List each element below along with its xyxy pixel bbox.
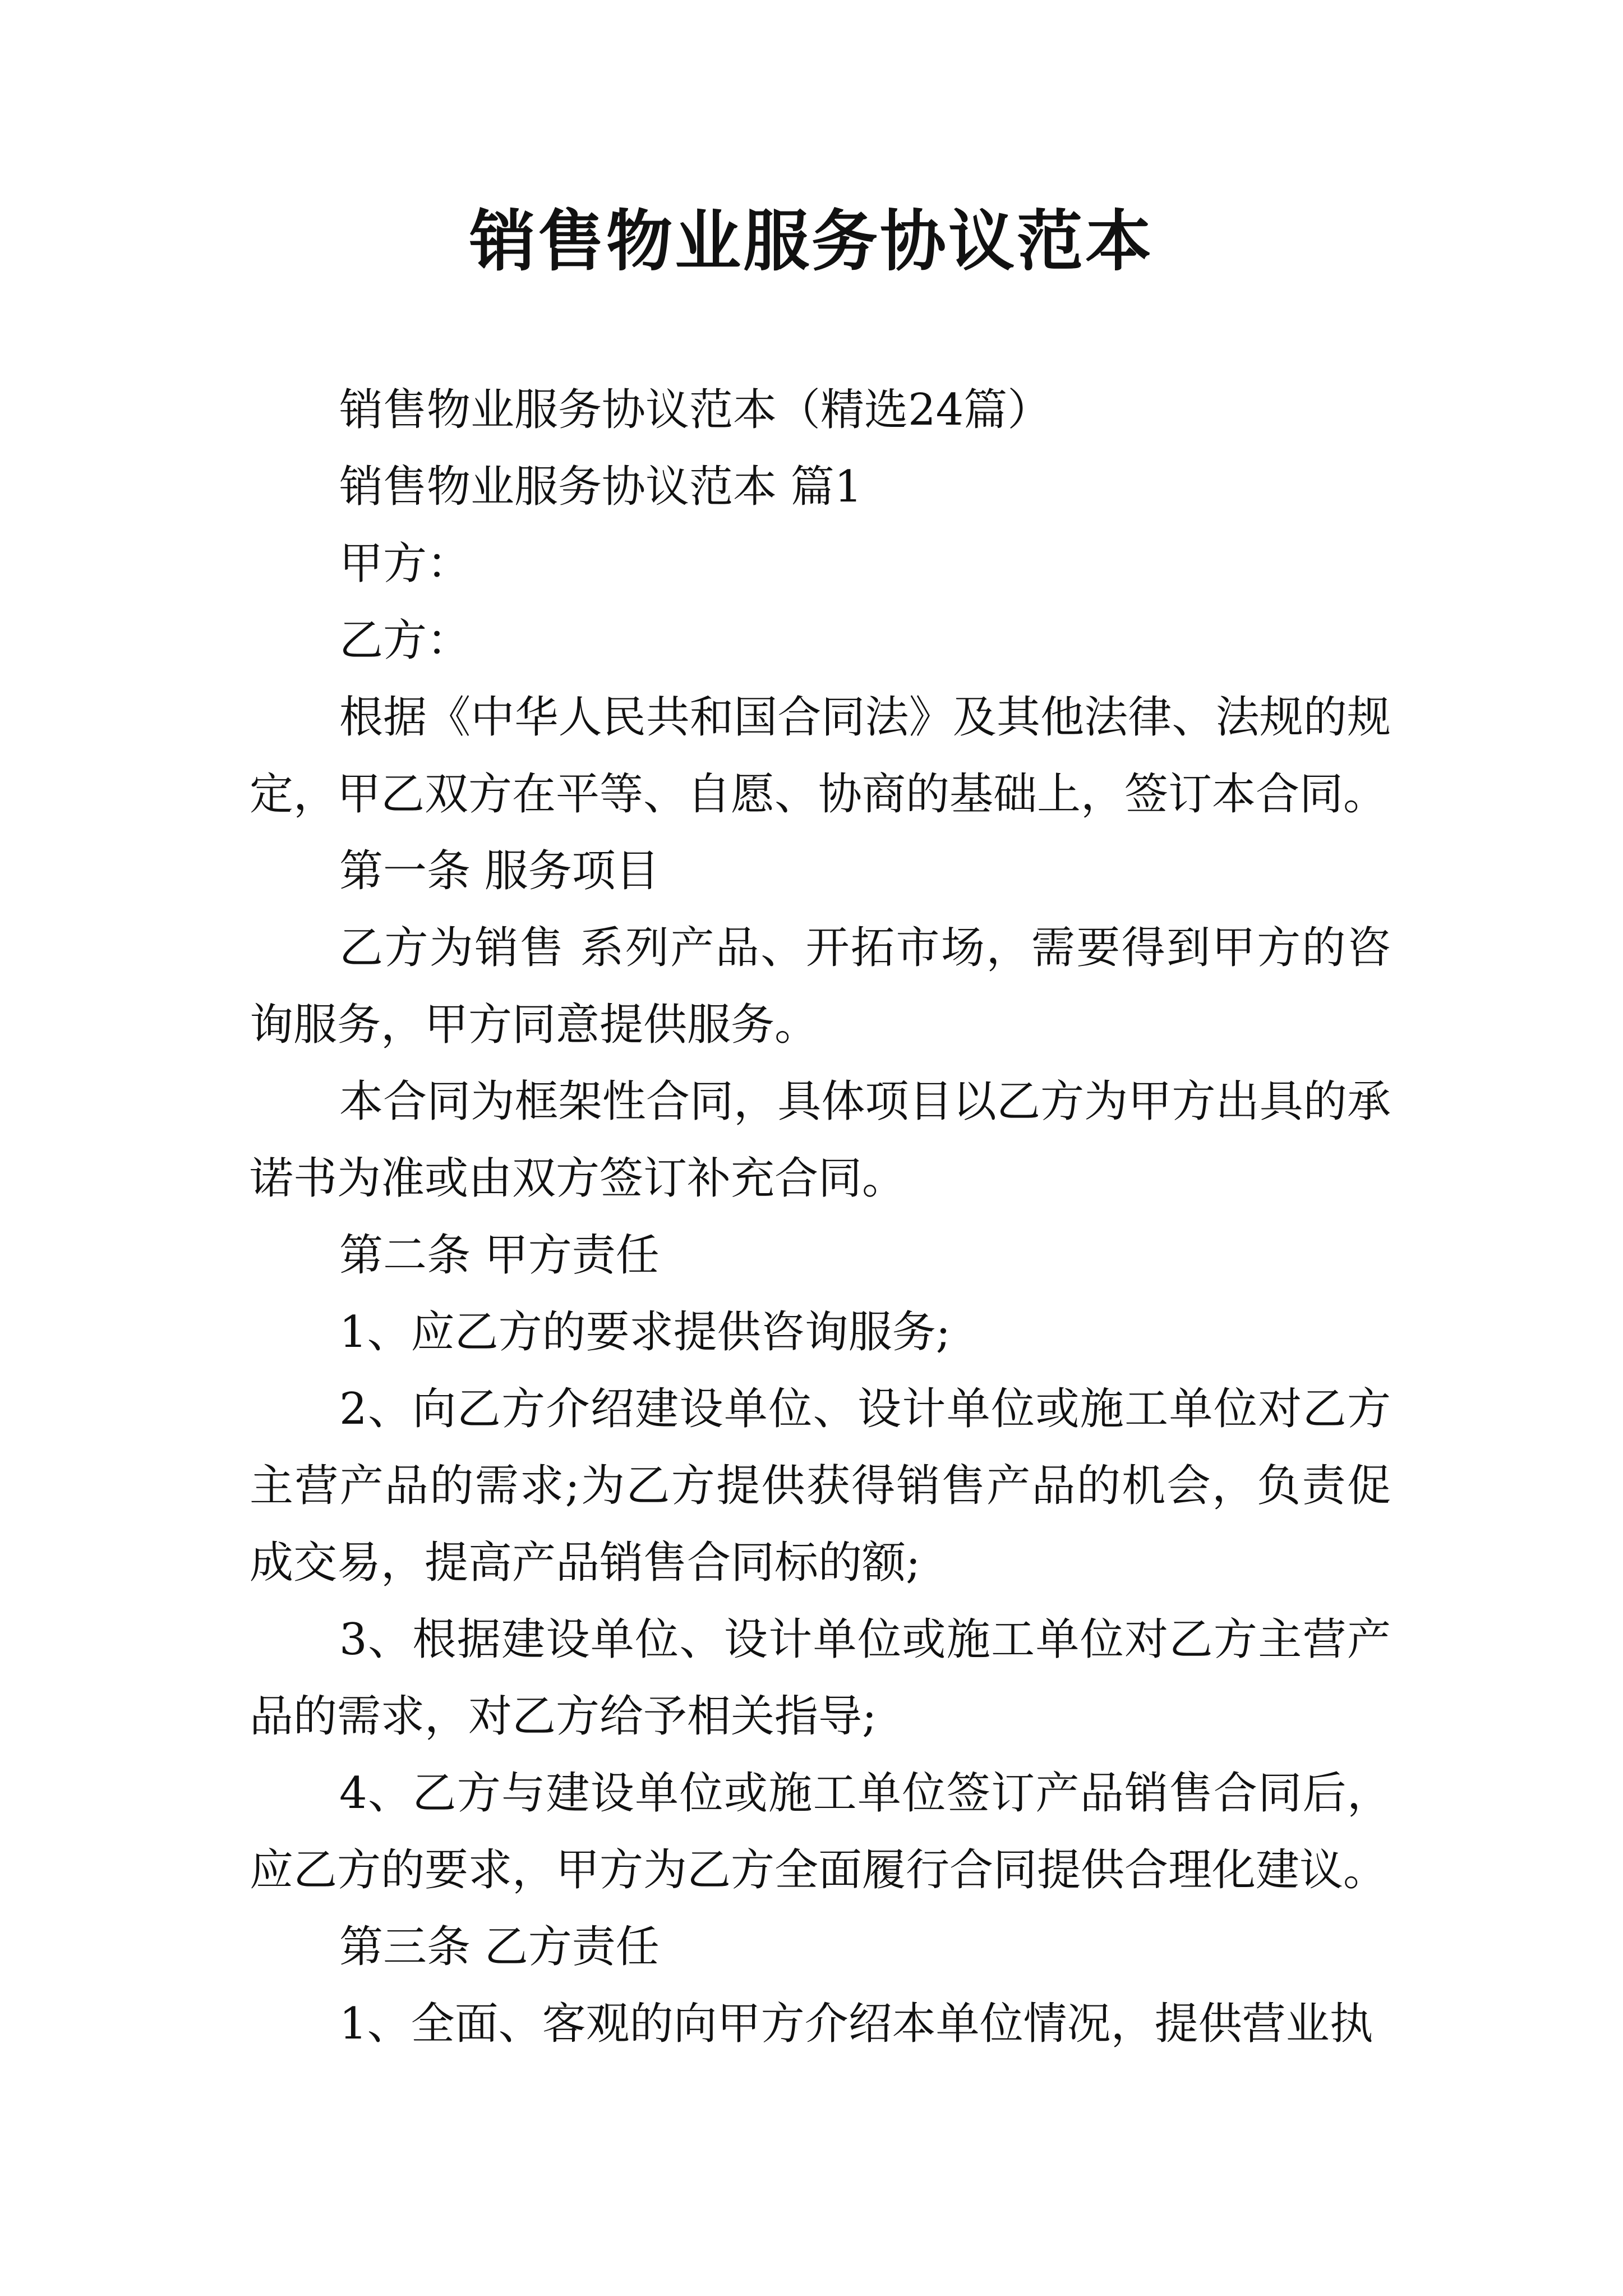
paragraph-article-3-heading: 第三条 乙方责任 (339, 1922, 660, 1972)
document-title: 销售物业服务协议范本 (469, 203, 1154, 280)
paragraph-section-heading: 销售物业服务协议范本 篇1 (339, 462, 863, 512)
paragraph-party-a-duty-3: 3、根据建设单位、设计单位或施工单位对乙方主营产品的需求，对乙方给予相关指导; (250, 1614, 1391, 1742)
paragraph-party-a-duty-4: 4、乙方与建设单位或施工单位签订产品销售合同后，应乙方的要求，甲方为乙方全面履行合同提供合理化建议。 (250, 1768, 1391, 1895)
paragraph-service-scope: 乙方为销售 系列产品、开拓市场，需要得到甲方的咨询服务，甲方同意提供服务。 (250, 923, 1391, 1050)
paragraph-legal-basis: 根据《中华人民共和国合同法》及其他法律、法规的规定，甲乙双方在平等、自愿、协商的基础上，签订本合同。 (250, 692, 1391, 820)
paragraph-framework-contract: 本合同为框架性合同，具体项目以乙方为甲方出具的承诺书为准或由双方签订补充合同。 (250, 1076, 1391, 1204)
paragraph-party-b-duty-1: 1、全面、客观的向甲方介绍本单位情况，提供营业执 (339, 1999, 1373, 2049)
paragraph-party-a-duty-2: 2、向乙方介绍建设单位、设计单位或施工单位对乙方主营产品的需求;为乙方提供获得销售产品的机会，负责促成交易，提高产品销售合同标的额; (250, 1384, 1391, 1588)
paragraph-article-1-heading: 第一条 服务项目 (339, 846, 660, 896)
paragraph-article-2-heading: 第二条 甲方责任 (339, 1230, 660, 1281)
paragraph-party-a-duty-1: 1、应乙方的要求提供咨询服务; (339, 1307, 951, 1358)
paragraph-subtitle: 销售物业服务协议范本（精选24篇） (339, 385, 1052, 435)
paragraph-party-b: 乙方： (339, 615, 471, 666)
document-body (250, 372, 1391, 2063)
paragraph-party-a: 甲方： (339, 539, 471, 589)
